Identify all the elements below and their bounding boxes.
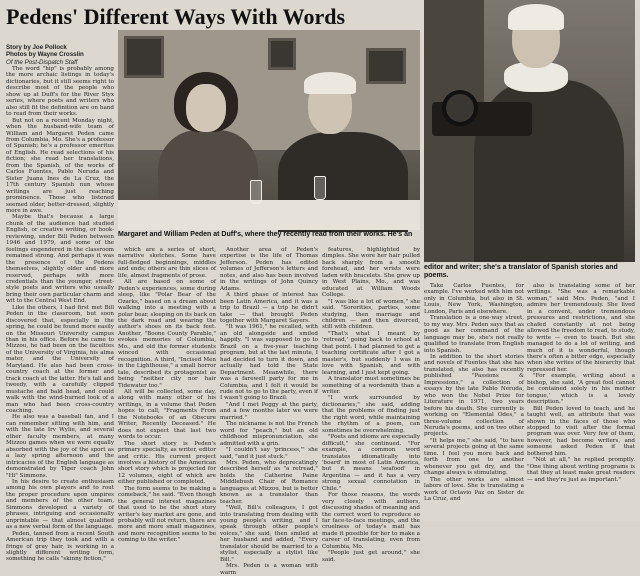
paragraph: The form seems to be making a comeback," he said. "Even though the general interest magazines that used to be the short story writer's key market are gone, and probably will not return, there are more and more small magazines, and more recognition seems to be coming to the writer."	[118, 485, 216, 544]
paragraph: "Poets and idioms are especially difficult," she continued. "For example, a common word translates idiomatically into 'board' in most of Latin America, but it means 'seafood' in Argentina — and it has a very strong sexual connotation in Chile."	[322, 434, 420, 492]
paragraph: also is translating some of her writings. "She was a remarkable woman," said Mrs. Peden, "and I admire her tremendously. She lived in a convent, under tremendous pressures and restrictions, and she chafed constantly at not being allowed the freedom to read, to study, to write — even to teach. But she managed to do a lot of writing, and much of it is wonderful, though there's often a bitter edge, especially when she writes of the hierarchy that repressed her.	[527, 283, 635, 373]
paragraph: features, highlighted by dimples. She wore her hair pulled back sharply from a smooth forehead, and her wrists were laden with bracelets. She grew up in West Plains, Mo., and was educated at William Woods College.	[322, 247, 420, 299]
paragraph: "It helps me," she said, "to have several projects going at the same time. I feel you more back and forth from one to another whenever you get dry, and the change always is stimulating.	[424, 437, 524, 477]
photo-wine-glass	[250, 180, 262, 204]
paragraph: "For example, writing about a bishop, she said, 'A great fool cannot be contained solely in his mother tongue,' which is a lovely description."	[527, 373, 635, 406]
paragraph: "People just get around," she said.	[322, 550, 420, 563]
photo-table	[118, 200, 420, 230]
byline-photos: Photos by Wayne Crosslin	[6, 51, 84, 59]
photo-tape-spool	[442, 90, 478, 126]
paragraph: Bill Peden loved to teach, and he taught well, an attribute that was shown in the faces of those who stopped to visit after the formal program was over. Very few of them, however, had become writers, and someone asked Peden if that bothered him.	[527, 405, 635, 457]
paragraph: The short story is Peden's primary specialty, as writer, editor and critic. His current project involves a history of the American short story which is projected for 12 volumes, eight of which are either published or completed.	[118, 440, 216, 486]
photo-picture-frame	[366, 48, 406, 84]
paragraph: Mrs. Peden, who deprecatingly described herself as "a retread," holds the Catherine Paine Middlebush Chair of Romance languages at Mizzou, but is better known as a translator than teacher.	[220, 459, 318, 505]
paragraph: which are a series of short, narrative sketches. Some have full-fledged beginnings, middles and ends; others are thin slices of life, almost fragments of prose.	[118, 247, 216, 279]
article-column-4	[322, 247, 420, 563]
photo-wine-glass	[314, 176, 326, 200]
article-column-3	[220, 247, 318, 576]
paragraph: In his desire to create enthusiasm among his own players and to rout the proper procedure upon umpires and members of the other team, Simmons developed a variety of phrases, intriguing and occasionally unprintable — that almost qualified as a new verbal form of the language.	[6, 479, 114, 531]
paragraph: The other works are almost labors of love. She is translating a work of Octavio Paz on Sister de La Cruz, and	[424, 476, 524, 502]
photo-man-hair	[508, 4, 564, 30]
paragraph: The nickname is not the French word for "peach," but an old childhood mispronunciation, she admitted with a grin.	[220, 421, 318, 447]
paragraph: Mrs. Peden is a woman with warm	[220, 563, 318, 576]
paragraph: A third phase of interest has been Latin America, and it was a trip to Brazil — a trip he didn't take — that brought Peden together with Margaret Sayers.	[220, 292, 318, 324]
paragraph: "I was like a lot of women," she said. "Sororities, parties, some studying, then marriage and children — and then divorced, still with children.	[322, 298, 420, 331]
photo-caption-right: editor and writer; she's a translator of Spanish stories and poems.	[424, 264, 618, 280]
photo-man-hair	[304, 72, 356, 94]
paragraph: He also was a baseball fan, and I can remember sitting with him, and with the late Irv Wylie, and several other faculty members, at many Mizzou games when we were equally absorbed with the joy of the sport as a lazy spring afternoon and the intricacies of the English language as demonstrated by Tiger coach John "Hi" Simmons.	[6, 414, 114, 479]
paragraph: Translation is a one-way street, to my way. Mrs. Peden says that as good as her command of the language may be, she's not really qualified to translate from English into Spanish.	[424, 315, 524, 354]
byline-story: Story by Joe Pollock	[6, 44, 67, 51]
photo-caption-left: Margaret and William Peden at Duff's, where they recently read from their works. He's an	[118, 231, 413, 238]
paragraph: But not on a recent Monday night, when the husband-wife team of William and Margaret Peden came from Columbia, Mo. She's a professor of Spanish; he's a professor emeritus of English. He read selections of his fiction; she read her translations, from the Spanish, of the works of Carlos Fuentes, Pablo Neruda and Sister Juana Ines de La Cruz, the 17th century Spanish nun whose writings are just reaching prominence. Those who listened seemed older, better-dressed, slightly more in awe.	[6, 117, 114, 214]
article-column-6	[527, 283, 635, 517]
paragraph: All will be collected, some day, along with many other of his writings, in a volume that Peden hopes to call, "Fragments From the Notebooks of an Obscure Writer, Recently Deceased." He does not expect that last two words to occur.	[118, 388, 216, 441]
paragraph: For those reasons, the words very closely with authors, discussing shades of meaning and the correct word to reproduce so far face-to-face meetings, and the cruelness of today's mail has made it possible for her to make a career of translating, even from Columbia, Mo.	[322, 492, 420, 550]
photo-pedens-at-duffs	[118, 30, 420, 230]
paragraph: A translator must sometimes be something of a wordsmith than a writer.	[322, 376, 420, 395]
photo-picture-frame	[268, 38, 296, 70]
article-column-2	[118, 247, 216, 544]
paragraph: Take Carlos Fuentes, for example. I've worked with him not only in Columbia, but also in St. Louis, New York, Washington, London, Paris and elsewhere.	[424, 283, 524, 315]
article-column-5	[424, 283, 524, 517]
paragraph: Another area of Peden's expertise is the life of Thomas Jefferson. Peden has edited volumes of Jefferson's letters and notes, and also has been involved in the writings of John Quincy Adams.	[220, 247, 318, 292]
paragraph: "It was 1961," he recalled, with an old alongside and smiled happily. "I was supposed to go to Brazil on a five-year teaching program, but at the last minute, I had decided to turn it down, and actually had told the State Department. Meanwhile, there was a farewell party for me in Columbia, and I felt it would be rude not to go to the party, even if I wasn't going to Brazil.	[220, 324, 318, 402]
photo-woman-face	[186, 84, 226, 132]
paragraph: Maybe that's because a large chunk of the audience had studied English, or creative writing, or book-reviewing, under Bill Peden between 1946 and 1979, and some of the feelings engendered in the classroom remained strong. And perhaps it was the presence of the Pedens themselves, slightly older and more reserved, perhaps with more credentials than the younger, street-style poets and writers who usually bring their own particular charm and wit to the Central West End.	[6, 214, 114, 305]
paragraph: "Well, Bill's colleagues, I got into translating from dealing with young people's writing, and I speak through other people's voices," she said, then smiled at her husband and added, "Every translator should be married to a stylist, especially a stylist like Bill."	[220, 505, 318, 563]
paragraph: All are based on some of Peden's experiences, some during sleep, like "Polar Bear of the Ozarks," based on a dream about walking into a meeting with a polar bear, sleeping on its back on the dark road and wearing the author's shoes on its back feet. Another, "Boone County Parable," evokes memories of Columbia, Mo., and old the former students winced with occasional recognition. A third, "Incised Men in the Lighthouse," a small horror tale, described its protagonist as being "neither city nor hair Tidewater too."	[118, 279, 216, 389]
paragraph: "Not at all," he replied promptly. "One thing about writing programs is that they at least make great readers — and they're just as important."	[527, 457, 635, 483]
paragraph: Like the others, I had first met Bill Peden in the classroom, but soon discovered that, especially in the spring, he could be found more easily on the Missouri University campus than in his office. Before he came to Mizzou, he had been on the faculties of the University of Virginia, his alma mater, and the University of Maryland. He also had been cross-country coach at the former and track coach at the latter. He's tall and tweedy, with a carefully clipped mustache and bald head, and could walk with the wind-burned look of a man who had been cross-country coaching.	[6, 304, 114, 415]
photo-picture-frame	[124, 36, 164, 78]
paragraph: "I work surrounded by dictionaries," she said, adding that the problems of finding just the right word, while maintaining the rhythm of a poem, can sometimes be overwhelming.	[322, 395, 420, 434]
paragraph: "That's what I meant by 'retread,' going back to school at that point. I had planned to get a teaching certificate after I got a master's, but suddenly I was in love with Spanish, and with learning, and I just kept going.	[322, 330, 420, 376]
byline	[6, 44, 114, 66]
paragraph: In addition to the short stories and novels of Fuentes that she has translated, she also has recently published "Passions & Impressions," a collection of essays by the late Pablo Neruda, who won the Nobel Prize for Literature in 1971, two years before his death. She currently is working on "Elemental Odes," a three-volume collection of Neruda's poems, and on two other projects.	[424, 353, 524, 438]
byline-staff: Of the Post-Dispatch Staff	[6, 58, 78, 66]
article-column-1	[6, 66, 114, 563]
paragraph: "And I met Peggy at the party, and a few months later we were married."	[220, 401, 318, 421]
headline: Pedens' Different Ways With Words	[6, 4, 346, 29]
paragraph: Peden, tanned from a recent South American trip they took and with a fringe of gray hair, is working in a slightly different writing form, something he calls "skinny fiction,"	[6, 530, 114, 563]
paragraph: The word "hip" is probably among the more archaic listings in today's dictionaries, but it still seems right to describe most of the people who show up at Duff's for the River Styx series, where poets and writers who also still fit the definition are on hand to read from their works.	[6, 66, 114, 118]
photo-william-peden-tape-recorder	[424, 0, 635, 262]
paragraph: "I couldn't say 'princess,'" she said, "and it just stuck."	[220, 447, 318, 460]
